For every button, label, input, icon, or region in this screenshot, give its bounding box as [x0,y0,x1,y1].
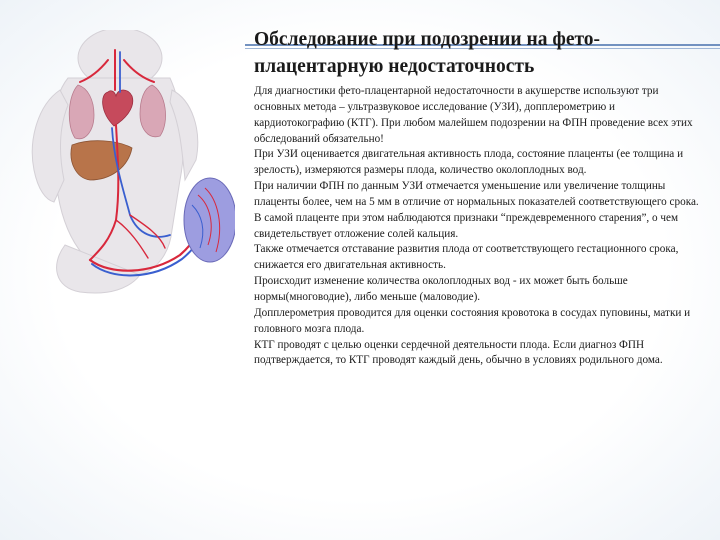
slide-body-text [254,84,706,369]
paragraph-amniotic-fluid: Происходит изменение количества околоплодных вод - их может быть больше нормы(многоводие), либо меньше (маловодие). [254,275,628,303]
slide-title [254,26,704,80]
fetal-circulation-illustration [20,30,235,300]
paragraph-placenta-thickness: При наличии ФПН по данным УЗИ отмечается уменьшение или увеличение толщины плаценты более, чем на 5 мм в отличие от нормальных показателей соответствующего срока. В самой плаценте при этом наблюдаются признаки “преждевременного старения”, о чем свидетельствует отложение солей кальция. [254,180,699,240]
placenta [184,178,235,262]
title-line-2: плацентарную недостаточность [254,56,535,77]
paragraph-ultrasound: При УЗИ оценивается двигательная активность плода, состояние плаценты (ее толщина и зрелость), измеряются размеры плода, количество околоплодных вод. [254,148,684,177]
paragraph-methods: Для диагностики фето-плацентарной недостаточности в акушерстве используют три основных метода – ультразвуковое исследование (УЗИ), допплерометрию и кардиотокографию (КТГ). При любом малейшем подозрении на ФПН проведение всех этих обследований обязательно! [254,85,693,145]
paragraph-ctg: КТГ проводят с целью оценки сердечной деятельности плода. Если диагноз ФПН подтверждается, то КТГ проводят каждый день, обычно в условиях родильного дома. [254,338,663,367]
paragraph-development-lag: Также отмечается отставание развития плода от соответствующего гестационного срока, снижается его двигательная активность. [254,243,679,272]
title-line-1: Обследование при подозрении на фето- [254,29,601,50]
paragraph-doppler: Допплерометрия проводится для оценки состояния кровотока в сосудах пуповины, матки и головного мозга плода. [254,306,691,335]
